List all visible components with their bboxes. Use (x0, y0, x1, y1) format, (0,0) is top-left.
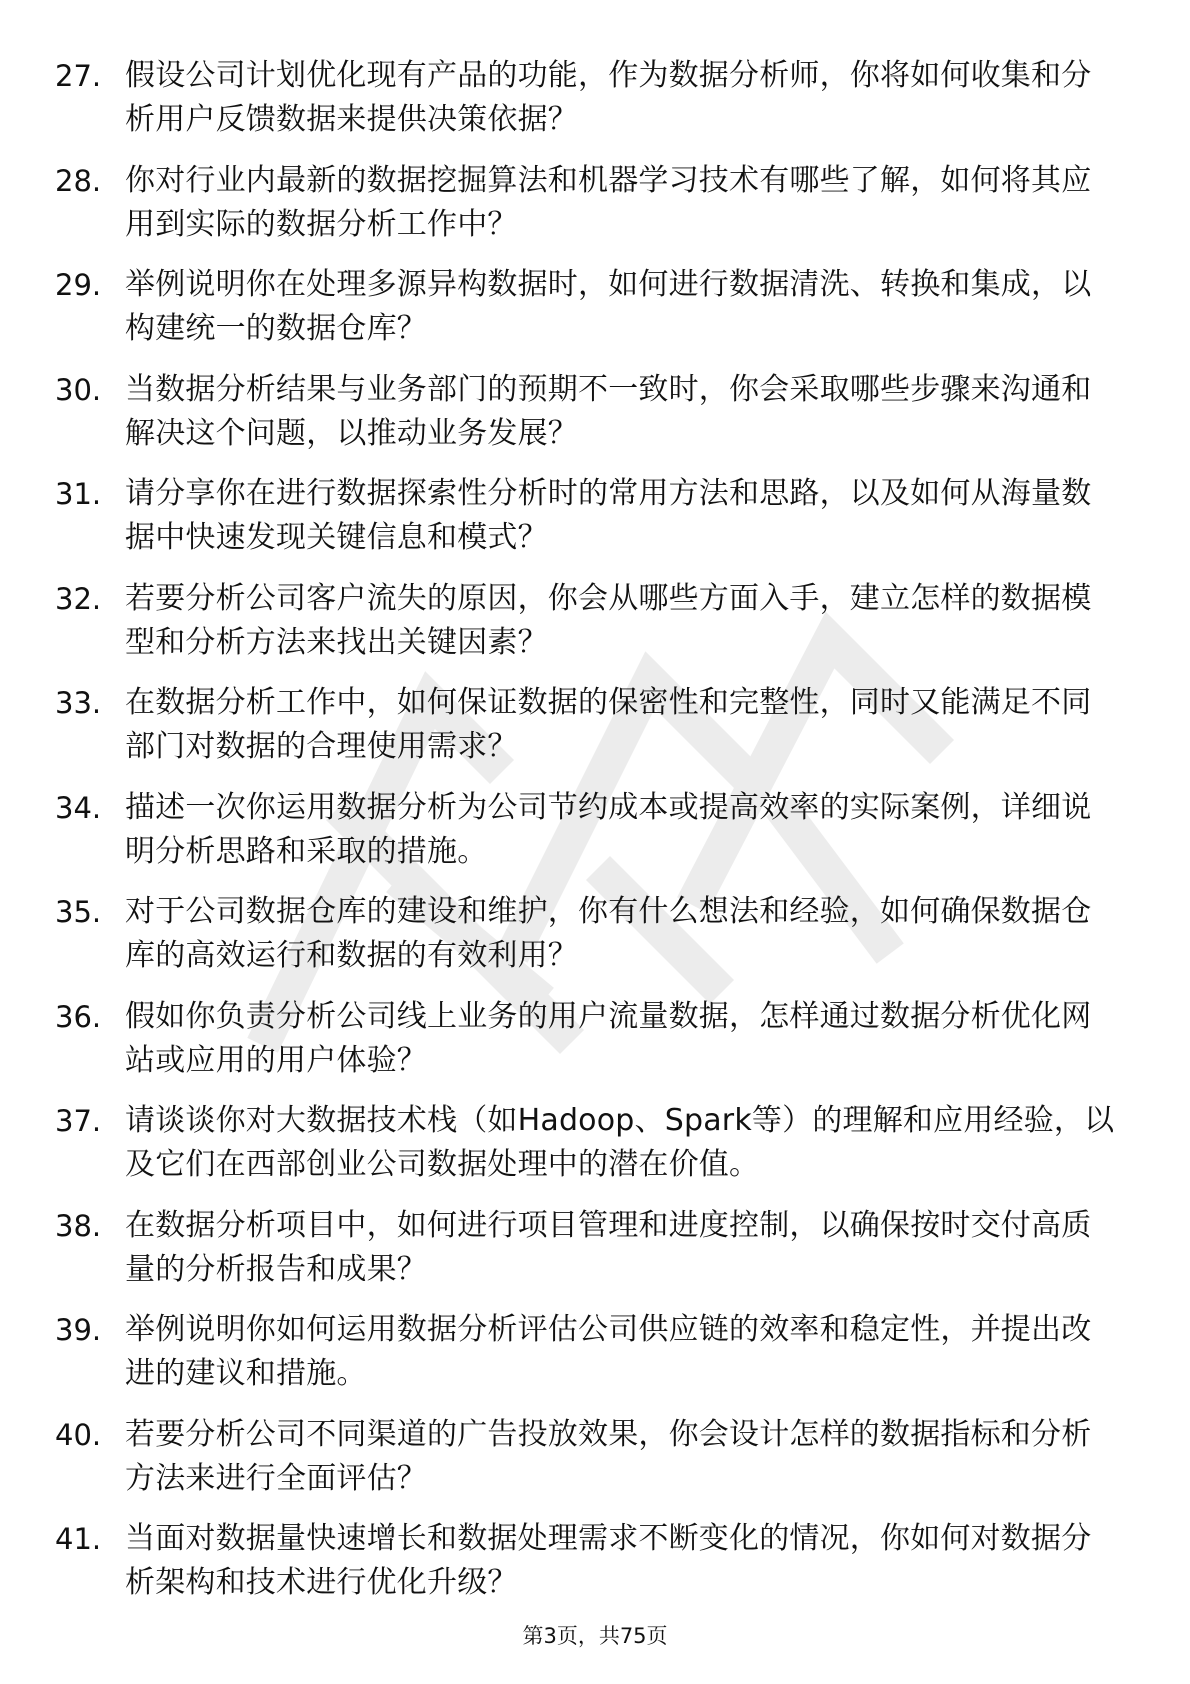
question-number: 40. (55, 1417, 102, 1452)
question-number: 27. (55, 59, 102, 93)
question-number: 39. (55, 1313, 102, 1347)
question-item (55, 263, 1115, 368)
question-text: 假设公司计划优化现有产品的功能，作为数据分析师，你将如何收集和分析用户反馈数据来提供决策依据？ (125, 58, 1092, 137)
question-number: 30. (55, 372, 102, 407)
question-text: 请谈谈你对大数据技术栈（如Hadoop、Spark等）的理解和应用经验，以及它们在西部创业公司数据处理中的潜在价值。 (125, 1103, 1115, 1182)
question-text: 当数据分析结果与业务部门的预期不一致时，你会采取哪些步骤来沟通和解决这个问题，以推动业务发展？ (125, 371, 1092, 451)
question-item (55, 995, 1115, 1100)
question-item (55, 1204, 1115, 1309)
question-item (55, 472, 1115, 577)
question-item (55, 1099, 1115, 1204)
question-text: 描述一次你运用数据分析为公司节约成本或提高效率的实际案例，详细说明分析思路和采取的措施。 (125, 789, 1092, 869)
question-number: 28. (55, 163, 102, 198)
question-number: 41. (55, 1522, 102, 1556)
question-item (55, 890, 1115, 995)
question-text: 在数据分析工作中，如何保证数据的保密性和完整性，同时又能满足不同部门对数据的合理使用需求？ (125, 685, 1092, 764)
question-item (55, 1308, 1115, 1413)
question-number: 36. (55, 999, 102, 1034)
question-text: 举例说明你如何运用数据分析评估公司供应链的效率和稳定性，并提出改进的建议和措施。 (125, 1312, 1092, 1391)
question-item (55, 54, 1115, 159)
question-number: 34. (55, 790, 102, 825)
question-item (55, 159, 1115, 264)
question-list (55, 54, 1115, 1622)
page-number-label: 第3页，共75页 (522, 1624, 668, 1648)
question-number: 37. (55, 1104, 102, 1138)
question-text: 若要分析公司不同渠道的广告投放效果，你会设计怎样的数据指标和分析方法来进行全面评估？ (125, 1416, 1092, 1496)
question-text: 请分享你在进行数据探索性分析时的常用方法和思路，以及如何从海量数据中快速发现关键信息和模式？ (125, 476, 1092, 555)
question-number: 38. (55, 1208, 102, 1243)
question-number: 29. (55, 268, 102, 302)
question-number: 35. (55, 895, 102, 929)
question-text: 举例说明你在处理多源异构数据时，如何进行数据清洗、转换和集成，以构建统一的数据仓库？ (125, 267, 1092, 346)
question-text: 对于公司数据仓库的建设和维护，你有什么想法和经验，如何确保数据仓库的高效运行和数据的有效利用？ (125, 894, 1092, 973)
question-text: 若要分析公司客户流失的原因，你会从哪些方面入手，建立怎样的数据模型和分析方法来找出关键因素？ (125, 580, 1092, 660)
question-item (55, 368, 1115, 473)
question-item (55, 1517, 1115, 1622)
page-footer (0, 1621, 1190, 1651)
question-number: 33. (55, 686, 102, 720)
question-text: 你对行业内最新的数据挖掘算法和机器学习技术有哪些了解，如何将其应用到实际的数据分析工作中？ (125, 162, 1092, 242)
question-text: 在数据分析项目中，如何进行项目管理和进度控制，以确保按时交付高质量的分析报告和成果？ (125, 1207, 1092, 1287)
question-item (55, 577, 1115, 682)
question-number: 32. (55, 581, 102, 616)
question-text: 假如你负责分析公司线上业务的用户流量数据，怎样通过数据分析优化网站或应用的用户体验？ (125, 998, 1092, 1078)
question-item (55, 786, 1115, 891)
question-number: 31. (55, 477, 102, 511)
question-item (55, 681, 1115, 786)
question-item (55, 1413, 1115, 1518)
question-text: 当面对数据量快速增长和数据处理需求不断变化的情况，你如何对数据分析架构和技术进行优化升级？ (125, 1521, 1092, 1600)
